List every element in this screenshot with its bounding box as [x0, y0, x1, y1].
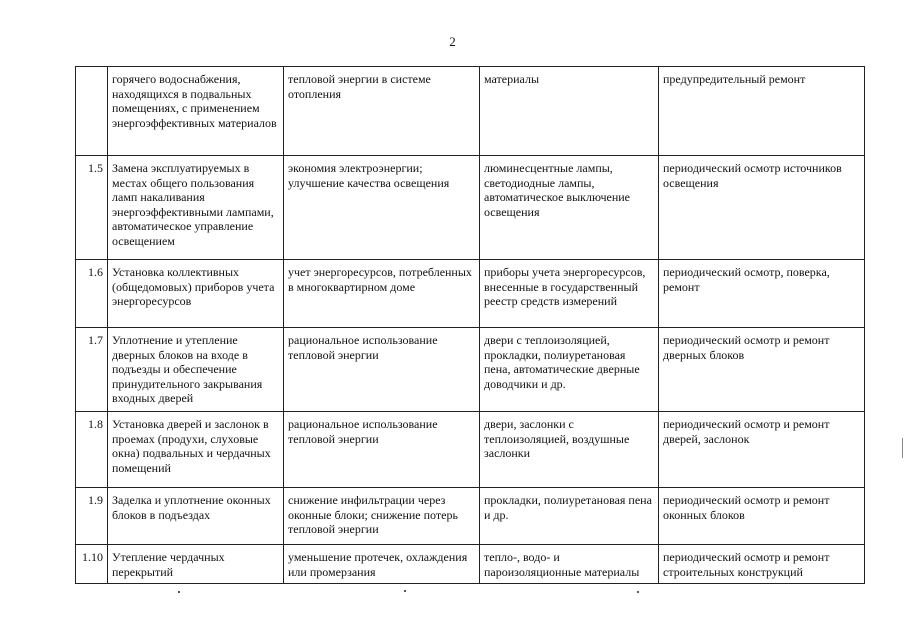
effect-cell: снижение инфильтрации через оконные блоки; снижение потерь тепловой энергии — [284, 488, 480, 545]
materials-cell: люминесцентные лампы, светодиодные лампы, автоматическое выключение освещения — [480, 156, 659, 260]
table-row — [76, 412, 865, 488]
scan-speck — [178, 591, 180, 593]
table-row — [76, 67, 865, 156]
page-number: 2 — [449, 34, 456, 49]
measure-cell: Замена эксплуатируемых в местах общего пользования ламп накаливания энергоэффективными лампами, автоматическое управление освещением — [108, 156, 284, 260]
maintenance-cell: периодический осмотр и ремонт оконных блоков — [659, 488, 865, 545]
table-row — [76, 488, 865, 545]
maintenance-cell: предупредительный ремонт — [659, 67, 865, 156]
row-number-cell: 1.8 — [76, 412, 108, 488]
effect-cell: учет энергоресурсов, потребленных в многоквартирном доме — [284, 260, 480, 328]
effect-cell: рациональное использование тепловой энергии — [284, 328, 480, 412]
row-number-cell — [76, 67, 108, 156]
materials-cell: двери с теплоизоляцией, прокладки, полиуретановая пена, автоматические дверные доводчики и др. — [480, 328, 659, 412]
measure-cell: горячего водоснабжения, находящихся в подвальных помещениях, с применением энергоэффективных материалов — [108, 67, 284, 156]
row-number-cell: 1.6 — [76, 260, 108, 328]
maintenance-cell: периодический осмотр, поверка, ремонт — [659, 260, 865, 328]
table-row — [76, 260, 865, 328]
scan-speck — [637, 591, 639, 593]
effect-cell: рациональное использование тепловой энергии — [284, 412, 480, 488]
materials-cell: тепло-, водо- и пароизоляционные материалы — [480, 545, 659, 584]
row-number-cell: 1.5 — [76, 156, 108, 260]
measure-cell: Установка дверей и заслонок в проемах (продухи, слуховые окна) подвальных и чердачных помещений — [108, 412, 284, 488]
materials-cell: прокладки, полиуретановая пена и др. — [480, 488, 659, 545]
measures-table — [75, 66, 865, 584]
measure-cell: Утепление чердачных перекрытий — [108, 545, 284, 584]
measure-cell: Установка коллективных (общедомовых) приборов учета энергоресурсов — [108, 260, 284, 328]
row-number-cell: 1.9 — [76, 488, 108, 545]
effect-cell: уменьшение протечек, охлаждения или промерзания — [284, 545, 480, 584]
table-row — [76, 156, 865, 260]
maintenance-cell: периодический осмотр и ремонт дверных блоков — [659, 328, 865, 412]
maintenance-cell: периодический осмотр источников освещения — [659, 156, 865, 260]
measure-cell: Заделка и уплотнение оконных блоков в подъездах — [108, 488, 284, 545]
measure-cell: Уплотнение и утепление дверных блоков на входе в подъезды и обеспечение принудительного закрывания входных дверей — [108, 328, 284, 412]
effect-cell: тепловой энергии в системе отопления — [284, 67, 480, 156]
row-number-cell: 1.10 — [76, 545, 108, 584]
materials-cell: двери, заслонки с теплоизоляцией, воздушные заслонки — [480, 412, 659, 488]
materials-cell: приборы учета энергоресурсов, внесенные в государственный реестр средств измерений — [480, 260, 659, 328]
row-number-cell: 1.7 — [76, 328, 108, 412]
effect-cell: экономия электроэнергии; улучшение качества освещения — [284, 156, 480, 260]
scan-speck — [404, 590, 406, 592]
maintenance-cell: периодический осмотр и ремонт дверей, заслонок — [659, 412, 865, 488]
materials-cell: материалы — [480, 67, 659, 156]
table-row — [76, 328, 865, 412]
table-row — [76, 545, 865, 584]
maintenance-cell: периодический осмотр и ремонт строительных конструкций — [659, 545, 865, 584]
scan-margin-mark — [902, 438, 903, 458]
